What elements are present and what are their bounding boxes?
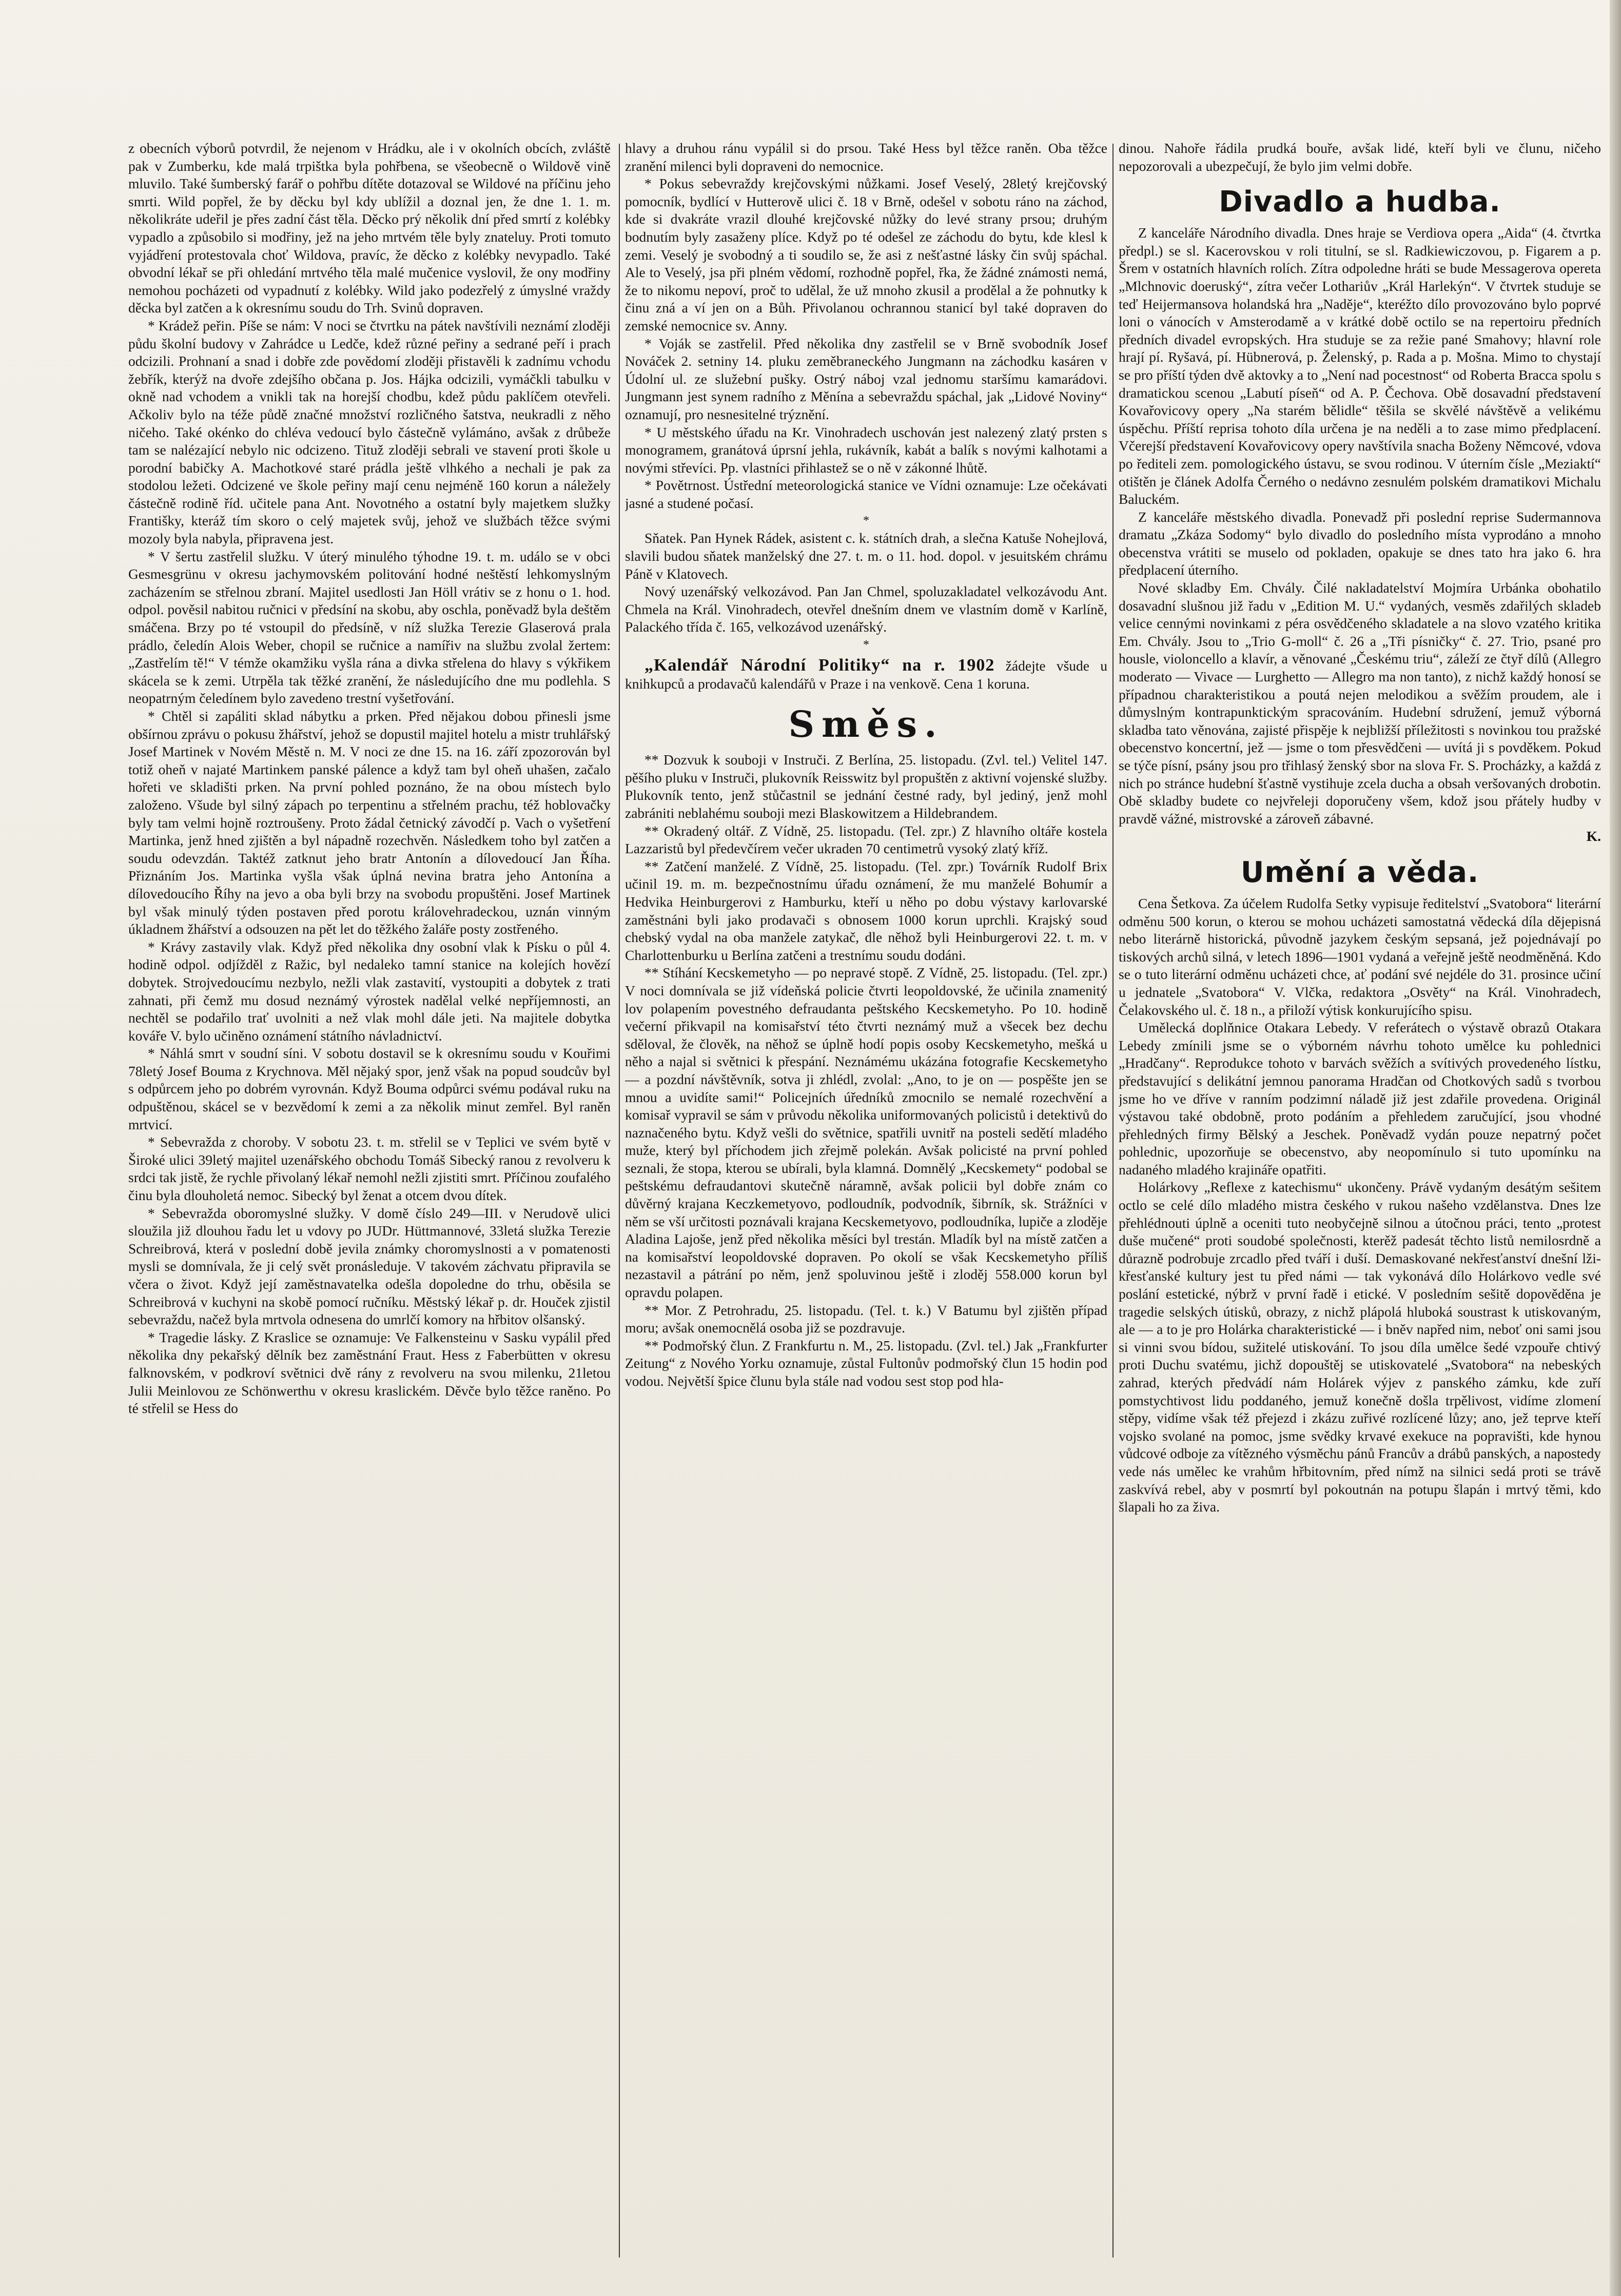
article-paragraph: * Povětrnost. Ústřední meteorologická stanice ve Vídni oznamuje: Lze očekávati jasné a studené počasí.: [625, 477, 1107, 511]
page-edge: [1610, 0, 1621, 2296]
article-paragraph: Sňatek. Pan Hynek Rádek, asistent c. k. státních drah, a slečna Katuše Nohejlová, slavili budou sňatek manželský dne 27. t. m. o 11. hod. dopol. v jesuitském chrámu Páně v Klatovech.: [625, 530, 1107, 582]
section-separator: *: [863, 514, 869, 528]
section-title-umeni: Umění a věda.: [1240, 855, 1479, 889]
article-paragraph: * V šertu zastřelil služku. V úterý minulého týhodne 19. t. m. událo se v obci Gesmesgrünu v okresu jachymovském politování hodné neštěstí lehkomyslným zacházením se střelnou zbraní. Majitel usedlosti Jan Höll vrátiv se z honu o 1. hod. odpol. pověsil nabitou ručnici v předsíní na skobu, aby oschla, poněvadž byla deštěm smáčena. Brzy po té vstoupil do předsíně, v níž služka Terezie Glaserová prala prádlo, čeledín Alois Weber, chopil se ručnice a namířiv na službu zvolal žertem: „Zastřelím tě!“ V témže okamžiku vyšla rána a divka střelena do hlavy s výkřikem skácela se k zemi. Utrpěla tak těžké zranění, že následujícího dne mu podlehla. S neopatrným čeledínem bylo zavedeno trestní vyšetřování.: [128, 548, 611, 707]
article-paragraph: * Krávy zastavily vlak. Když před několika dny osobní vlak k Písku o půl 4. hodině odpol. odjížděl z Ražic, byl nedaleko tamní stanice na kolejích hovězí dobytek. Strojvedoucímu nezbylo, nežli vlak zastavití, vystoupiti a dobytek z trati zahnati, při čemž mu dosud neznámý výrostek nadělal velké nepříjemnosti, an nechtěl se podařilo trať uvolniti a než vlak mohl dále jeti. Na majitele dobytka kováře V. bylo učiněno oznámení státního návladnictví.: [128, 938, 611, 1044]
article-paragraph: Cena Šetkova. Za účelem Rudolfa Setky vypisuje ředitelství „Svatobora“ literární odměnu 500 korun, o kterou se mohou ucházeti samostatná vědecká díla dějepisná nebo literárně historická, původně jazykem českým sepsaná, jež pojednávají po tiskových archů silná, v letech 1896—1901 vydaná a veřejně ještě neodměněná. Kdo se o tuto literární odměnu ucházeti chce, ať podání své nejdéle do 31. prosince učiní u jednatele „Svatobora“ V. Vlčka, redaktora „Osvěty“ na Král. Vinohradech, Čelakovského ul. č. 18 n., a přiloží výtisk konkurujícího spisu.: [1119, 895, 1601, 1018]
article-paragraph: * U městského úřadu na Kr. Vinohradech uschován jest nalezený zlatý prsten s monogramem, granátová úprsní jehla, rukávník, kabát a balík s novými kalhotami a novými střevíci. Pp. vlastníci přihlastež se o ně v zákonné lhůtě.: [625, 424, 1107, 476]
column-1: [128, 140, 611, 2264]
column-2: [625, 140, 1107, 2264]
section-title-smes: Směs.: [788, 703, 944, 746]
author-signoff: K.: [1586, 828, 1601, 845]
article-paragraph: ** Dozvuk k souboji v Instruči. Z Berlína, 25. listopadu. (Zvl. tel.) Velitel 147. pěšího pluku v Instruči, plukovník Reisswitz byl propuštěn z aktivní vojenské služby. Plukovník tento, jenž stůčastnil se jednání čestné rady, byl jediný, jenž mohl zabrániti neblahému souboji mezi Blaskowitzem a Hildebrandem.: [625, 752, 1107, 821]
article-paragraph: ** Stíhání Kecskemetyho — po nepravé stopě. Z Vídně, 25. listopadu. (Tel. zpr.) V noci domnívala se již vídeňská policie čtvrti leopoldovské, že učinila znamenitý lov polapením povestného defraudanta peštského Kecskemetyho. Po 10. hodině večerní přikvapil na komisařství této čtvrti neznámý muž a všecek bez dechu sděloval, že člověk, na něhož se úplně hodí popis osoby Kecskemetyho, mešká u něho a najal si světnici k přespání. Neznámému ukázána fotografie Kecskemetyho — a pozdní návštěvník, sotva ji zhlédl, zvolal: „Ano, to je on — pospěšte jen se mnou a uvidíte sami!“ Policejních úředníků zmocnilo se nemalé rozechvění a komisař vypravil se sám v průvodu několika uniformovaných policistů i detektivů do naznačeného bytu. Když vešli do světnice, spatřili uvnitř na posteli sedětí mladého muže, který byl příchodem jich zřejmě polekán. Avšak policisté na první pohled seznali, že stopa, kterou se ubírali, byla klamná. Domnělý „Kecskemety“ podobal se peštskému defraudantovi skutečně náramně, avšak policii byl dobře znám co důvěrný krajana Keczkemetyovo, podloudník, podvodník, šibrník, sk. Strážníci v něm se vší určitosti poznávali krajana Kecskemetyovo, podloudníka, lupiče a zloděje Aladina Lajoše, jenž před několika měsíci byl trestán. Mladík byl na místě zatčen a na komisařství leopoldovské dopraven. Po okolí se však Kecskemetyho příliš nezastavil a pátrání po něm, jenž spoluvinou ještě i zloděj 558.000 korun byl opravdu polapen.: [625, 965, 1107, 1301]
article-paragraph: Z kanceláře městského divadla. Ponevadž při poslední reprise Sudermannova dramatu „Zkáza Sodomy“ bylo divadlo do posledního místa vyprodáno a mnoho obecenstva vrátiti se muselo od pokladen, opakuje se dnes tato hra jako 6. hra předplacení úterního.: [1119, 508, 1601, 578]
article-paragraph: * Sebevražda oboromyslné služky. V domě číslo 249—III. v Nerudově ulici sloužila již dlouhou řadu let u vdovy po JUDr. Hüttmannové, 33letá služka Terezie Schreibrová, která v poslední době jevila známky choromyslnosti a v pomatenosti mysli se domnívala, že ji celý svět pronásleduje. V takovém záchvatu připravila se včera o život. Když její zaměstnavatelka odešla dopoledne do trhu, oběsila se Schreibrová v kuchyni na skobě pomocí ručníku. Městský lékař p. dr. Houček zjistil sebevraždu, načež byla mrtvola odnesena do umrlčí komory na hřbitov olšanský.: [128, 1205, 611, 1328]
article-paragraph: * Tragedie lásky. Z Kraslice se oznamuje: Ve Falkensteinu v Sasku vypálil před několika dny pekařský dělník bez zaměstnání Fraut. Hess z Faberbütten v okresu falknovském, v podkroví světnici dvě rány z revolveru na svou milenku, 21letou Julii Meinlovou ze Schönwerthu v okresu kraslickém. Děvče bylo těžce raněno. Po té střelil se Hess do: [128, 1329, 611, 1417]
article-paragraph: * Voják se zastřelil. Před několika dny zastřelil se v Brně svobodník Josef Nováček 2. setniny 14. pluku zeměbraneckého Jungmann na záchodku kasáren v Údolní ul. ze služební pušky. Ostrý náboj vzal jednomu staršímu kamarádovi. Jungmann jest synem radního z Měnína a sebevraždu spáchal, jak „Lidové Noviny“ oznamují, pro nesnesitelné trýznění.: [625, 335, 1107, 422]
article-paragraph: * Krádež peřin. Píše se nám: V noci se čtvrtku na pátek navštívili neznámí zloději půdu školní budovy v Zahrádce u Ledče, kdež různé peřiny a sedrané peří i prach odcizili. Prohnaní a snad i dobře zde povědomí zloději přistavěli k zadnímu vchodu žebřík, kterýž na dvoře zdejšího občana p. Jos. Hájka odcizili, vymáčkli tabulku v okně nad vchodem a vnikli tak na horejší chodbu, kdež půdu paklíčem otevřeli. Ačkoliv bylo na téže půdě značné množství rozličného šatstva, neukradli z něho ničeho. Také okénko do chléva vedoucí bylo částečně vylámáno, avšak z drůbeže tam se nalézající nebylo nic odcizeno. Tituž zloději sebrali ve stavení proti škole u porodní babičky A. Machotkové staré prádla ještě vlhkého a nechali je pak za stodolou ležeti. Odcizené ve škole peřiny mají cenu nejméně 160 korun a náležely částečně rodině říd. učitele pana Ant. Novotného a ostatní byly majetkem služky Františky, kteráž tím skoro o celý majetek svůj, jehož ve službách těžce svými mozoly byla nabyla, připravena jest.: [128, 317, 611, 547]
article-paragraph: Nové skladby Em. Chvály. Čilé nakladatelství Mojmíra Urbánka obohatilo dosavadní slušnou již řadu v „Edition M. U.“ vydaných, vesměs zdařilých skladeb velice cennými novinkami z péra osvědčeného skladatele a na slovo vzatého kritika Em. Chvály. Jsou to „Trio G-moll“ č. 26 a „Tři písničky“ č. 27. Trio, psané pro housle, violoncello a klavír, a věnované „Českému triu“, záleží ze čtyř dílů (Allegro moderato — Vivace — Lurghetto — Allegro ma non tanto), z nichž každý honosí se případnou charakteristikou a poutá nejen melodikou a svěžím proudem, ale i důmyslným kontrapunktickým spracováním. Hudební sdružení, jemuž výborná skladba tato věnována, zajisté přispěje k nejbližší příležitosti s novinkou tou pražské obecenstvo koncertní, jež — jsme o tom přesvědčeni — uvítá ji s povděkem. Pokud se týče písní, psány jsou pro třihlasý ženský sbor na slova Fr. S. Procházky, a každá z nich po stránce hudební šťastně vystihuje zcela ducha a obsah veršovaných drobotin. Obě skladby budete co nejvřeleji doporučeny všem, kdož jsou přátely hudby v pravdě vážné, mistrovské a zároveň zábavné.: [1119, 580, 1601, 827]
article-paragraph: * Pokus sebevraždy krejčovskými nůžkami. Josef Veselý, 28letý krejčovský pomocník, bydlící v Hutterově ulici č. 18 v Brně, odešel v sobotu ráno na záchod, kde si dvakráte vrazil dlouhé krejčovské nůžky do levé strany prsou; druhým bodnutím byly zasaženy plíce. Když po té odešel ze záchodu do bytu, kde klesl k zemi. Veselý je svobodný a ti soudilo se, že asi z nešťastné lásky čin svůj spáchal. Ale to Veselý, jsa při plném vědomí, rozhodně popřel, řka, že žádné známosti nemá, že to nikomu nepoví, proč to udělal, že už mnoho zkusil a prodělal a že pohnutky k činu zná a ví jen on a Bůh. Přivolanou ochrannou stanicí byl také dopraven do zemské nemocnice sv. Anny.: [625, 175, 1107, 333]
section-separator: *: [863, 638, 869, 652]
article-paragraph: ** Zatčení manželé. Z Vídně, 25. listopadu. (Tel. zpr.) Továrník Rudolf Brix učinil 19. m. m. bezpečnostnímu úřadu oznámení, že mu manželé Bohumír a Hedvika Heinburgerovi z Hamburku, kteří u něho po dobu výstavy karlovarské zaměstnáni byli jako prodavači s obnosem 1000 korun uprchli. Krajský soud chebský vydal na oba manžele zatykač, dle něhož byli Heinburgerovi 22. t. m. v Charlottenburku u Berlína zatčeni a trestnímu soudu dodáni.: [625, 858, 1107, 963]
article-paragraph: * Náhlá smrt v soudní síni. V sobotu dostavil se k okresnímu soudu v Kouřimi 78letý Josef Bouma z Krychnova. Měl nějaký spor, jenž však na popud soudcův byl s odpůrcem jeho po dobrém vyrovnán. Když Bouma odpůrci svému podával ruku na odpuštěnou, skácel se v bezvědomí k zemi a za několik minut zemřel. Byl raněn mrtvicí.: [128, 1045, 611, 1132]
calendar-title: „Kalendář Národní Politiky“ na r. 1902: [645, 656, 995, 675]
section-title-divadlo: Divadlo a hudba.: [1219, 185, 1501, 219]
article-paragraph: * Chtěl si zapáliti sklad nábytku a prken. Před nějakou dobou přinesli jsme obšírnou zprávu o pokusu žhářství, jehož se dopustil majitel hotelu a mistr truhlářský Josef Martinek v Novém Městě n. M. V noci ze dne 15. na 16. září zpozorován byl totiž oheň v najaté Martinkem panské pálence a když tam byl oheň uhašen, začalo hořeti ve skladišti prken. Na první pohled poznáno, že na obou místech bylo založeno. Všude byl silný zápach po terpentinu a střelném prachu, též hoblovačky byly tam velmi hojně roztroušeny. Proto žádal četnický závodčí p. Vach o vyšetření Martinka, jenž hned zjištěn a byl nápadně rozechvěn. Následkem toho byl zatčen a soudu odevzdán. Taktéž zatknut jeho bratr Antonín a dílovedoucí Jan Říha. Přiznáním Jos. Martinka vyšla však úplná nevina bratra jeho Antonína a dílovedoucího Říhy na jevo a oba byli brzy na svobodu propuštěni. Josef Martinek byl však minulý týden postaven před porotu královehradeckou, uznán vinným úkladnem žhářství a odsouzen na pět let do těžkého žaláře posty zostřeného.: [128, 708, 611, 937]
article-paragraph: dinou. Nahoře řádila prudká bouře, avšak lidé, kteří byli ve člunu, ničeho nepozorovali a ubezpečují, že bylo jim velmi dobře.: [1119, 140, 1601, 174]
article-paragraph: Nový uzenářský velkozávod. Pan Jan Chmel, spoluzakladatel velkozávodu Ant. Chmela na Král. Vinohradech, otevřel dnešním dnem ve vlastním domě v Karlíně, Palackého třída č. 165, velkozávod uzenářský.: [625, 583, 1107, 635]
article-paragraph: Holárkovy „Reflexe z katechismu“ ukončeny. Právě vydaným desátým sešitem octlo se celé dílo mladého mistra českého v rukou našeho vzdělanstva. Dnes lze přehlédnouti úplně a oceniti tuto neobyčejně silnou a útočnou práci, tento „protest duše mučené“ proti soudobé společnosti, kterěž padesát těchto listů nemilosrdně a důrazně podrobuje zrcadlo před tváří i duší. Demaskované nekřesťanství dnešní lži-křesťanské kultury jest tu před námi — tak vykonává dílo Holárkovo vedle své poslání estetické, nýbrž v první řadě i etické. V posledním sešitě dopověděna je tragedie selských útisků, obrazy, z nichž plápolá hluboká soustrast k utiskovaným, ale — a to je pro Holárka charakteristické — i bněv napřed nim, neboť oni sami jsou si vinni svou bídou, sužitelé utiskování. To jsou díla umělce šedé vzpouře chtivý proti Duchu svatému, jichž dopouštěj se utiskovatelé „Svatobora“ na nebeských zahrad, kterých předvádí nám Holárek výjev z panského zámku, kde zuří pomstychtivost lidu poddaného, jemuž konečně došla trpělivost, vidíme zlomení stěpy, vidíme však též přejezd i zkázu zuřivé rozlícené lůzy; ano, jež teprve kteří vojsko svolané na pomoc, jsme svědky krvavé exekuce na popravišti, kde hynou vůdcové odboje za vítězného výsměchu pánů Francův a drábů panských, a napostedy vede nás umělec ke vrahům hřbitovním, před nímž na silnici sedá proti se trávě zaskvívá rebel, aby v posmrtí byl pokoutnán na potupu šlapán i mrtvý těmi, kdo šlapali ho za živa.: [1119, 1179, 1601, 1515]
article-paragraph: ** Okradený oltář. Z Vídně, 25. listopadu. (Tel. zpr.) Z hlavního oltáře kostela Lazzaristů byl předevčírem večer ukraden 70 centimetrů vysoký zlatý kříž.: [625, 822, 1107, 857]
column-rule-1: [619, 144, 620, 2258]
article-paragraph: ** Podmořský člun. Z Frankfurtu n. M., 25. listopadu. (Zvl. tel.) Jak „Frankfurter Zeitung“ z Nového Yorku oznamuje, zůstal Fultonův podmořský člun 15 hodin pod vodou. Největší špice člunu byla stále nad vodou sest stop pod hla-: [625, 1337, 1107, 1389]
calendar-notice: [625, 657, 1107, 693]
calendar-text: žádejte všude u knihkupců a prodavačů kalendářů v Praze i na venkově. Cena 1 koruna.: [625, 658, 1107, 692]
article-paragraph: ** Mor. Z Petrohradu, 25. listopadu. (Tel. t. k.) V Batumu byl zjištěn případ moru; avšak onemocnělá osoba již se pozdravuje.: [625, 1302, 1107, 1336]
article-paragraph: z obecních výborů potvrdil, že nejenom v Hrádku, ale i v okolních obcích, zvláště pak v Zumberku, kde malá trpištka byla pohřbena, se všeobecně o Wildově vině mluvilo. Také šumberský farář o pohřbu dítěte dotazoval se Wildové na příčinu jeho smrti. Wild popřel, že by děcku byl kdy ublížil a doznal jen, že dne 1. 1. m. několikráte udeřil je přes zadní část těla. Děcko prý několik dní před smrtí z kolébky vypadlo a způsobilo si modřiny, jež na jeho mrtvém těle byly znateluy. Proti tomuto vyjádření protestovala choť Wildova, pravíc, že děcko z kolébky nevypadlo. Také obvodní lékař se při ohledání mrtvého těla malé mučenice vyslovil, že ony modřiny nemohou pocházeti od vypadnutí z kolébky. Wild jako podezřelý z úmyslné vraždy děcka byl zatčen a k okresnímu soudu do Trh. Svinů dopraven.: [128, 140, 611, 316]
article-paragraph: * Sebevražda z choroby. V sobotu 23. t. m. střelil se v Teplici ve svém bytě v Široké ulici 39letý majitel uzenářského obchodu Tomáš Sibecký ranou z revolveru k srdci tak jistě, že rychle přivolaný lékař nemohl nežli zjistiti smrt. Příčinou zoufalého činu byla dlouholetá nemoc. Sibecký byl ženat a otcem dvou dítek.: [128, 1134, 611, 1204]
article-paragraph: hlavy a druhou ránu vypálil si do prsou. Také Hess byl těžce raněn. Oba těžce zranění milenci byli dopraveni do nemocnice.: [625, 140, 1107, 174]
article-paragraph: Umělecká doplňnice Otakara Lebedy. V referátech o výstavě obrazů Otakara Lebedy zmínili jsme se o výborném návrhu tohoto umělce ku pohlednici „Hradčany“. Reprodukce tohoto v barvách svěžích a svítivých provedeného lístku, představující s delikátní jemnou panorama Hradčan od Chotkových sadů s tvorbou jsme ho ve dříve v ranním podzimní náladě již jest zdařile provedena. Originál výstavou také obdobně, proto podáním a přehledem zaručující, jsou vhodné přehledných firmy Bělský a Jeschek. Poněvadž vydán pouze nepatrný počet pohlednic, upozorňuje se obecenstvo, aby neopomínulo si tuto upomínku na nadaného mladého krajináře opatřiti.: [1119, 1019, 1601, 1178]
article-paragraph: Z kanceláře Národního divadla. Dnes hraje se Verdiova opera „Aida“ (4. čtvrtka předpl.) se sl. Kacerovskou v roli titulní, se sl. Radkiewiczovou, p. Figarem a p. Šrem v ostatních hlavních rolích. Zítra odpoledne hráti se bude Messagerova opereta „Mlchnovic doeruský“, zítra večer Lothariův „Král Harlekýn“. V čtvrtek studuje se teď Heijermansova holandská hra „Naděje“, kteréžto dílo provozováno bylo poprvé loni o vánocích v Amsterodamě a v krátké době octilo se na repertoiru předních předních divadel evropských. Hra studuje se za režie pané Smahovy; hlavní role hrají pí. Ryšavá, pí. Hübnerová, p. Želenský, p. Rada a p. Mošna. Mimo to chystají se pro příští týden dvě aktovky a to „Není nad pocestnost“ od Roberta Bracca spolu s dramatickou scenou „Labutí píseň“ od A. P. Čechova. Obě dosavadní představení Kovařovicovy opery „Na starém bělidle“ těšila se skvělé návštěvě a velikému úspěchu. Příští reprisa tohoto díla určena je na neděli a to zase mimo předplacení. Včerejší představení Kovařovicovy opery navštívila snacha Boženy Němcové, vdova po řediteli zem. pomologického ústavu, se svou rodinou. V úterním čísle „Meziaktí“ otištěn je článek Adolfa Černého o nedávno zesnulém polském dramatikovi Michalu Baluckém.: [1119, 225, 1601, 507]
column-3: [1119, 140, 1601, 2264]
column-rule-2: [1112, 144, 1114, 2258]
